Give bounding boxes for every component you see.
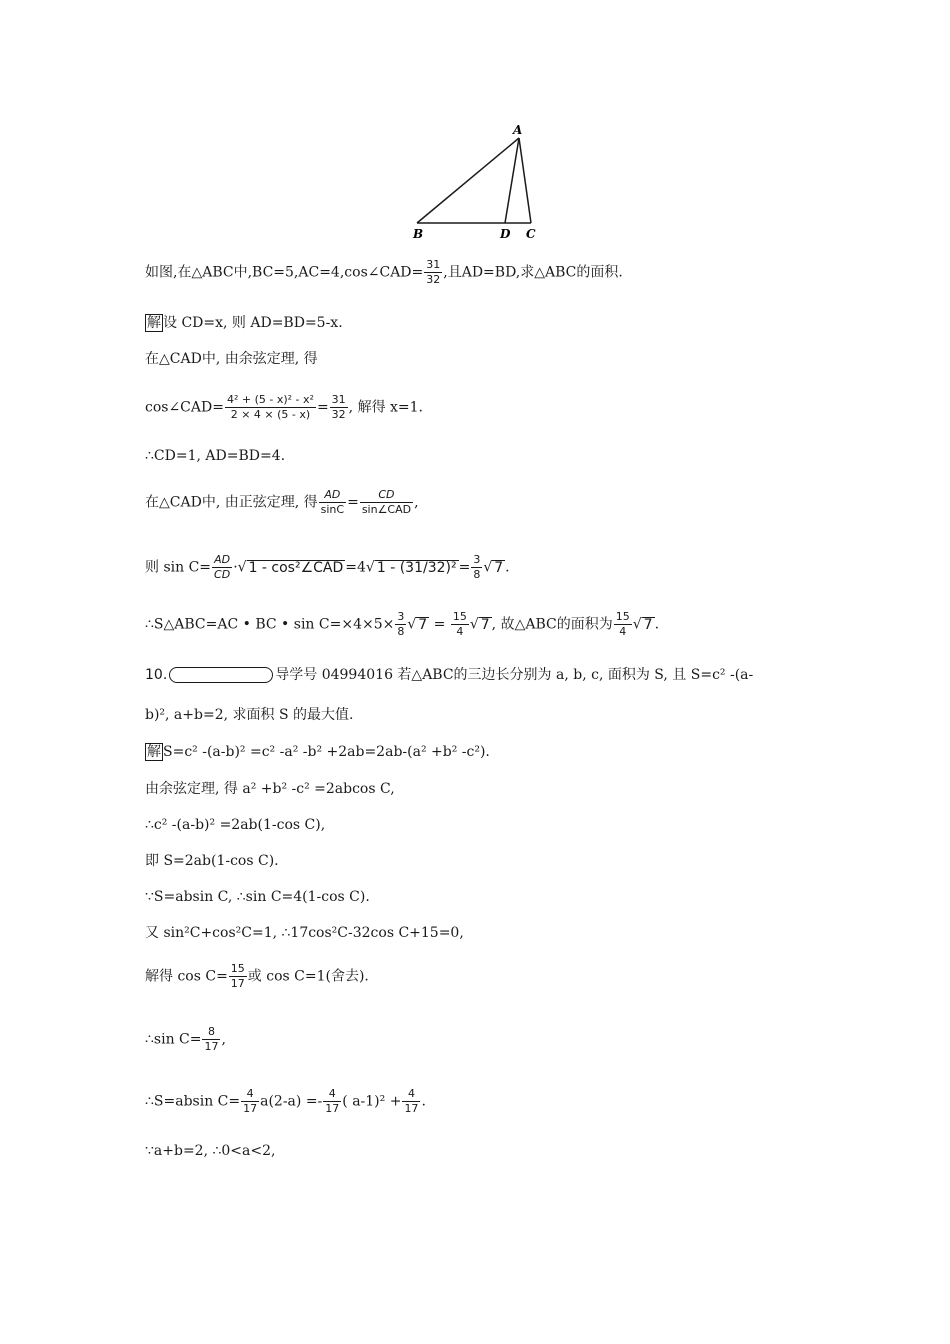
solution-text: 在△CAD中, 由余弦定理, 得 [145,351,318,367]
problem-10-line-2 [145,705,353,725]
fraction-denominator: 17 [243,1102,258,1115]
equals-sign: = [347,494,359,511]
solution-10-line-5 [145,887,370,907]
solution-9-line-7: ∴S△ABC=AC • BC • sin C=×4×5× $\frac{3}{8}$ √ 7 = $\frac{15}{4}$ √ 7 , 故△ABC的面积为 $\frac{15}{4}$ √ 7 . [145,610,660,638]
fraction [202,1025,220,1054]
fraction-denominator: 17 [404,1102,419,1115]
fraction-denominator: 8 [473,568,481,581]
fraction-numerator: 15 [615,610,630,623]
side-ad [505,138,519,223]
solution-text: , 解得 x=1. [348,399,424,416]
solution-10-line-7 [145,962,369,991]
triangle-figure [405,120,555,245]
solution-text: 或 cos C=1(舍去). [247,968,369,985]
solution-text: ∴CD=1, AD=BD=4. [145,448,286,464]
square-root: 1 - cos²∠CAD [248,559,344,576]
solution-text: =4 [345,559,366,576]
vertex-label-a: A [513,123,523,137]
fraction-numerator: 3 [397,610,405,623]
solution-10-line-6 [145,923,464,943]
problem-number: 10. [145,667,168,683]
square-root: 7 [494,559,504,576]
fraction-numerator: AD [212,553,232,568]
solution-text: 则 sin C= [145,559,212,576]
fraction-denominator: 2 × 4 × (5 - x) [230,408,311,421]
solution-text: a(2-a) =- [260,1093,323,1110]
fraction-denominator: 17 [325,1102,340,1115]
fraction-numerator: 3 [473,553,481,566]
solution-9-line-1 [145,313,343,333]
solution-text: 由余弦定理, 得 a² +b² -c² =2abcos C, [145,781,395,797]
fraction-denominator: 17 [204,1040,219,1053]
problem-9-statement [145,258,623,287]
solution-text: ∴S=absin C= [145,1093,241,1110]
fraction-denominator: 4 [619,625,627,638]
problem-9-tail: ,且AD=BD,求△ABC的面积. [443,264,623,281]
fraction-denominator: 32 [331,408,346,421]
fraction-numerator: 8 [202,1025,220,1040]
solution-10-line-8 [145,1025,226,1054]
fraction-numerator: AD [319,488,346,503]
solution-text: 设 CD=x, 则 AD=BD=5-x. [163,315,343,331]
fraction [424,258,442,287]
highlight-pill [169,667,273,683]
solution-10-line-10 [145,1141,275,1161]
solution-text: . [421,1093,426,1110]
side-ab [417,138,519,223]
solution-text: , [221,1031,226,1048]
fraction [241,1087,259,1116]
side-ac [519,138,531,223]
fraction [451,610,469,639]
square-root: 1 - (31/32)² [376,559,457,576]
problem-10-text: 导学号 04994016 若△ABC的三边长分别为 a, b, c, 面积为 S, 且 S=c² -(a- [275,667,754,683]
fraction [395,610,406,639]
fraction-numerator: 4 [241,1087,259,1102]
fraction [319,488,346,517]
vertex-label-c: C [526,227,536,241]
solution-text: 解得 cos C= [145,968,228,985]
solution-text: S=c² -(a-b)² =c² -a² -b² +2ab=2ab-(a² +b² -c²). [163,744,490,760]
fraction-numerator: CD [360,488,413,503]
solution-text: 又 sin²C+cos²C=1, ∴17cos²C-32cos C+15=0, [145,925,464,941]
solution-label: 解 [147,315,161,331]
fraction [471,553,482,582]
fraction-numerator: 15 [230,962,245,975]
fraction [614,610,632,639]
fraction-numerator: 15 [452,610,467,623]
problem-9-text: 如图,在△ABC中,BC=5,AC=4,cos∠CAD= [145,264,424,281]
fraction-denominator: CD [214,568,231,581]
fraction [229,962,247,991]
solution-text: , 故△ABC的面积为 [491,616,613,633]
fraction [225,393,316,422]
vertex-label-d: D [500,227,511,241]
fraction-numerator: 4 [402,1087,420,1102]
solution-10-line-9 [145,1087,426,1116]
solution-9-line-2 [145,349,318,369]
square-root: 7 [643,616,653,633]
fraction-denominator: 17 [230,977,245,990]
fraction-denominator: sinC [320,503,345,516]
solution-text: . [505,559,510,576]
fraction [402,1087,420,1116]
equals-sign: = [429,616,450,633]
solution-10-line-2 [145,779,395,799]
square-root: 7 [418,616,428,633]
solution-10-line-1 [145,742,490,762]
fraction-numerator: 4² + (5 - x)² - x² [226,393,314,406]
equals-sign: = [316,399,329,416]
solution-text: ∴sin C= [145,1031,202,1048]
problem-10-text: b)², a+b=2, 求面积 S 的最大值. [145,707,354,723]
fraction-denominator: 32 [426,273,441,286]
fraction-denominator: 4 [456,625,464,638]
fraction-numerator: 31 [331,393,346,406]
fraction [330,393,348,422]
solution-text: ∴c² -(a-b)² =2ab(1-cos C), [145,817,326,833]
solution-label: 解 [147,744,161,760]
fraction [323,1087,341,1116]
solution-9-line-5 [145,488,419,517]
solution-text: ∵a+b=2, ∴0<a<2, [145,1143,276,1159]
solution-text: ( a-1)² + [342,1093,402,1110]
solution-text: ∵S=absin C, ∴sin C=4(1-cos C). [145,889,370,905]
fraction-denominator: sin∠CAD [361,503,412,516]
solution-10-line-3 [145,815,325,835]
fraction [212,553,232,582]
solution-9-line-3 [145,393,423,422]
solution-text: 即 S=2ab(1-cos C). [145,853,279,869]
solution-text: . [654,616,660,633]
solution-9-line-6: 则 sin C= $\frac{AD}{CD}$ ·√ 1 - cos²∠CAD =4√ 1 - (31/32)² = $\frac{3}{8}$ √ 7 . [145,553,510,581]
solution-10-line-4 [145,851,279,871]
square-root: 7 [480,616,490,633]
fraction [360,488,413,517]
solution-text: 在△CAD中, 由正弦定理, 得 [145,494,318,511]
solution-text: ∴S△ABC=AC • BC • sin C=×4×5× [145,616,395,633]
equals-sign: = [458,559,471,576]
problem-10-statement [145,665,753,685]
fraction-numerator: 4 [323,1087,341,1102]
solution-9-line-4 [145,446,285,466]
fraction-denominator: 8 [397,625,405,638]
fraction-numerator: 31 [426,258,441,271]
solution-text: cos∠CAD= [145,399,224,416]
vertex-label-b: B [413,227,424,241]
solution-text: , [414,494,419,511]
